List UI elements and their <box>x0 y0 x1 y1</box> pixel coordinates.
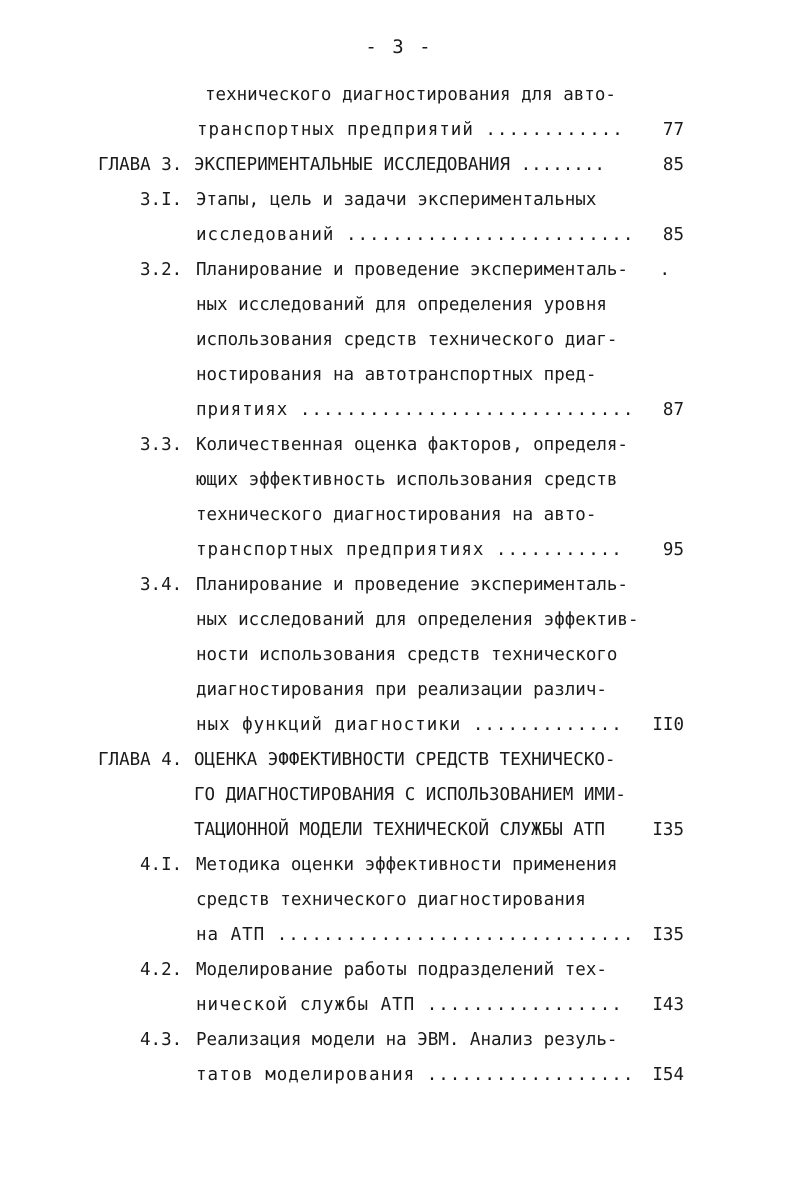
toc-page-ref: I54 <box>652 1065 684 1085</box>
section-number: 3.4. <box>140 575 183 595</box>
toc-page-ref: II0 <box>652 715 684 735</box>
toc-entry-text: ющих эффективность использования средств <box>196 470 618 490</box>
section-number: 4.3. <box>140 1030 183 1050</box>
toc-entry-text: использования средств технического диаг- <box>196 330 618 350</box>
toc-page-ref: I35 <box>652 820 684 840</box>
toc-entry-text: Этапы, цель и задачи экспериментальных <box>196 190 597 210</box>
toc-entry-text: средств технического диагностирования <box>196 890 586 910</box>
chapter-number: ГЛАВА 4. <box>98 750 183 770</box>
toc-entry-text: Планирование и проведение эксперименталь- <box>196 260 628 280</box>
toc-entry-text: Количественная оценка факторов, определя- <box>196 435 628 455</box>
toc-entry-text: Планирование и проведение эксперименталь- <box>196 575 628 595</box>
toc-entry-text: нической службы АТП ................. <box>196 995 623 1015</box>
toc-entry-text: Реализация модели на ЭВМ. Анализ резуль- <box>196 1030 618 1050</box>
toc-entry-text: исследований ......................... <box>196 225 635 245</box>
toc-entry-text: ных исследований для определения эффектив- <box>196 610 639 630</box>
toc-entry-text: технического диагностирования на авто- <box>196 505 597 525</box>
chapter-title: ЭКСПЕРИМЕНТАЛЬНЫЕ ИССЛЕДОВАНИЯ ........ <box>194 155 605 175</box>
toc-page-ref: I35 <box>652 925 684 945</box>
toc-page-ref: 85 <box>662 225 684 245</box>
toc-page-ref: 77 <box>662 120 684 140</box>
toc-entry-text: ных функций диагностики ............. <box>196 715 623 735</box>
toc-entry-text: приятиях ............................. <box>196 400 635 420</box>
section-number: 4.2. <box>140 960 183 980</box>
section-number: 3.2. <box>140 260 183 280</box>
toc-page-ref: I43 <box>652 995 684 1015</box>
section-number: 3.I. <box>140 190 183 210</box>
chapter-title: ГО ДИАГНОСТИРОВАНИЯ С ИСПОЛЬЗОВАНИЕМ ИМИ- <box>194 785 626 805</box>
toc-page-ref: 87 <box>662 400 684 420</box>
toc-page-ref: 95 <box>662 540 684 560</box>
toc-entry-text: татов моделирования .................. <box>196 1065 635 1085</box>
toc-page-ref: 85 <box>662 155 684 175</box>
toc-entry-text: технического диагностирования для авто- <box>205 85 616 105</box>
toc-entry-text: на АТП ............................... <box>196 925 635 945</box>
toc-entry-text: Методика оценки эффективности применения <box>196 855 618 875</box>
toc-entry-text: ностирования на автотранспортных пред- <box>196 365 597 385</box>
toc-entry-text: ности использования средств технического <box>196 645 618 665</box>
toc-entry-text: Моделирование работы подразделений тех- <box>196 960 607 980</box>
toc-entry-text: транспортных предприятий ............ <box>197 120 624 140</box>
toc-entry-text: транспортных предприятиях ........... <box>196 540 623 560</box>
chapter-title: ОЦЕНКА ЭФФЕКТИВНОСТИ СРЕДСТВ ТЕХНИЧЕСКО- <box>194 750 616 770</box>
page-number: - 3 - <box>365 36 433 58</box>
section-number: 3.3. <box>140 435 183 455</box>
toc-entry-text: диагностирования при реализации различ- <box>196 680 607 700</box>
section-number: 4.I. <box>140 855 183 875</box>
stray-mark: . <box>659 260 670 280</box>
chapter-title: ТАЦИОННОЙ МОДЕЛИ ТЕХНИЧЕСКОЙ СЛУЖБЫ АТП <box>194 820 605 840</box>
toc-entry-text: ных исследований для определения уровня <box>196 295 607 315</box>
chapter-number: ГЛАВА 3. <box>98 155 183 175</box>
